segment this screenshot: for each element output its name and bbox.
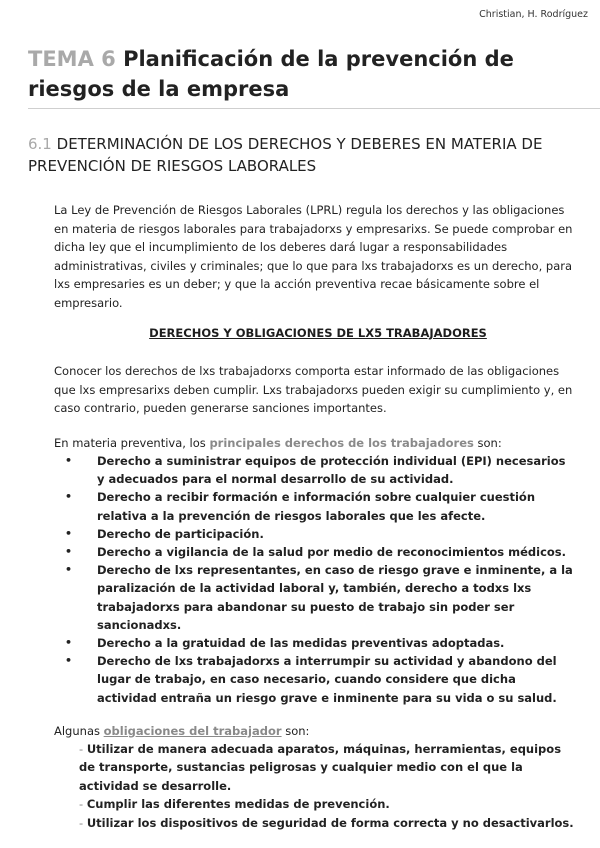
- dash-icon: -: [79, 742, 87, 756]
- dash-icon: -: [79, 797, 87, 812]
- right-text: Derecho a recibir formación e información sobre cualquier cuestión relativa a la prevención de riesgos laborales que les afecte.: [97, 490, 536, 523]
- title-number: TEMA 6: [28, 47, 116, 71]
- obligations-intro: [54, 722, 574, 741]
- intro-paragraph: La Ley de Prevención de Riesgos Laborales (LPRL) regula los derechos y las obligaciones en materia de riesgos laborales para trabajadorxs y empresarixs. Se puede comprobar en dicha ley que el incumplimiento de los deberes dará lugar a responsabilidades administrativas, civiles y criminales; que lo que para lxs trabajadorxs es un derecho, para lxs empresaries es un deber; y que la acción preventiva recae básicamente sobre el empresario.: [54, 203, 573, 310]
- list-item: [60, 488, 575, 524]
- section-heading: [28, 133, 573, 177]
- list-item: [60, 652, 575, 707]
- list-item: [60, 452, 575, 488]
- obligation-text: Utilizar los dispositivos de seguridad de forma correcta y no desactivarlos.: [86, 815, 574, 830]
- dash-icon: -: [79, 815, 87, 830]
- right-text: Derecho a vigilancia de la salud por medio de reconocimientos médicos.: [97, 545, 567, 560]
- obligation-text: Utilizar de manera adecuada aparatos, máquinas, herramientas, equipos de transporte, sustancias peligrosas y cualquier medio con el que la actividad se desarrolle.: [79, 742, 562, 793]
- right-text: Derecho de participación.: [97, 526, 264, 541]
- obligation-text: Cumplir las diferentes medidas de prevención.: [86, 797, 390, 812]
- obligations-intro-after: son:: [281, 724, 310, 738]
- page-title: [28, 44, 588, 104]
- right-text: Derecho de lxs trabajadorxs a interrumpir su actividad y abandono del lugar de trabajo, en caso necesario, cuando considere que dicha actividad entraña un riesgo grave e inminente para su vida o su salud.: [97, 654, 557, 705]
- rights-intro-after: son:: [473, 436, 502, 450]
- section-text: DETERMINACIÓN DE LOS DERECHOS Y DEBERES EN MATERIA DE PREVENCIÓN DE RIESGOS LABORALES: [28, 135, 543, 175]
- right-text: Derecho de lxs representantes, en caso de riesgo grave e inminente, a la paralización de la actividad laboral y, también, derecho a todxs lxs trabajadorxs para abandonar su puesto de trabajo sin poder ser sancionadxs.: [97, 563, 573, 632]
- subheading-text: DERECHOS Y OBLIGACIONES DE LX5 TRABAJADORES: [149, 326, 487, 340]
- rights-list: [60, 452, 575, 707]
- title-text: Planificación de la prevención de riesgos de la empresa: [28, 47, 514, 101]
- author-header: Christian, H. Rodríguez: [479, 9, 588, 20]
- bullet-icon: •: [65, 526, 73, 540]
- title-divider: [28, 108, 600, 109]
- bullet-icon: •: [65, 490, 73, 504]
- bullet-icon: •: [65, 563, 73, 577]
- right-text: Derecho a suministrar equipos de protección individual (EPI) necesarios y adecuados para el normal desarrollo de su actividad.: [97, 454, 566, 487]
- list-item: [79, 740, 574, 795]
- bullet-icon: •: [65, 454, 73, 467]
- rights-intro-highlight: principales derechos de los trabajadores: [209, 436, 474, 450]
- section-number: 6.1: [28, 135, 52, 153]
- list-item: [79, 795, 574, 813]
- bullet-icon: •: [65, 545, 73, 559]
- bullet-icon: •: [65, 654, 73, 668]
- rights-paragraph: Conocer los derechos de lxs trabajadorxs comporta estar informado de las obligaciones que lxs empresarixs deben cumplir. Lxs trabajadorxs pueden exigir su cumplimiento y, en caso contrario, pueden generarse sanciones importantes.: [54, 364, 573, 416]
- obligations-intro-highlight: obligaciones del trabajador: [103, 724, 282, 738]
- rights-intro-before: En materia preventiva, los: [54, 436, 210, 450]
- list-item: [60, 525, 575, 543]
- rights-intro: [54, 434, 574, 453]
- list-item: [60, 543, 575, 561]
- list-item: [79, 814, 574, 832]
- list-item: [60, 561, 575, 634]
- list-item: [60, 634, 575, 652]
- obligations-intro-before: Algunas: [54, 724, 104, 738]
- right-text: Derecho a la gratuidad de las medidas preventivas adoptadas.: [97, 636, 505, 651]
- obligations-list: [79, 740, 574, 832]
- subheading: [0, 326, 600, 340]
- bullet-icon: •: [65, 636, 73, 650]
